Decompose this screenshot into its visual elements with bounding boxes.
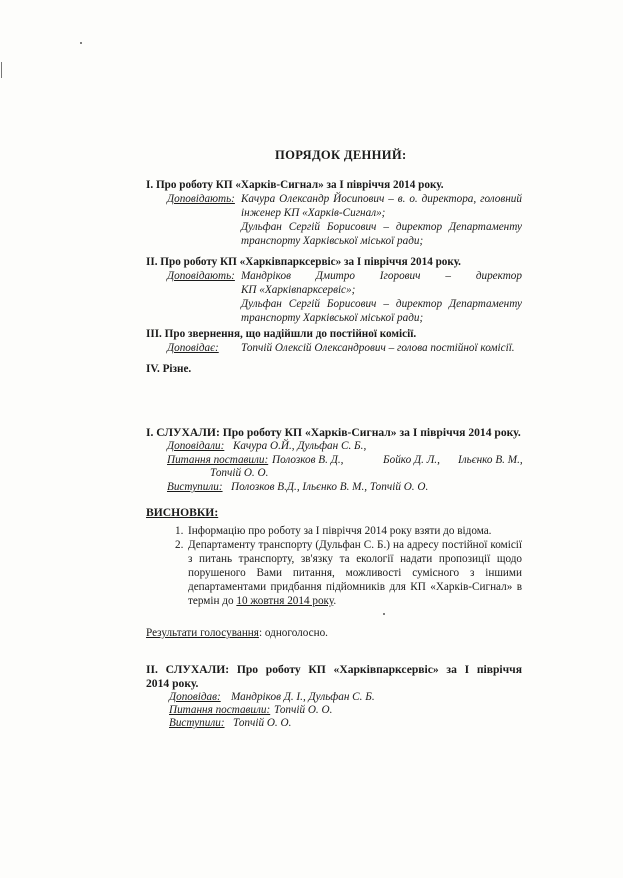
agenda-item-1-speaker-2-cont: транспорту Харківської міської ради; bbox=[241, 235, 424, 247]
heard-1-question-author-3: Ільєнко В. М., bbox=[458, 454, 523, 466]
heard-2-questions: Топчій О. О. bbox=[274, 704, 333, 716]
heard-2-reporter-label: Доповідав: bbox=[169, 691, 221, 703]
heard-2-questions-label: Питання поставили: bbox=[169, 704, 271, 716]
agenda-item-2-speaker-2-cont: транспорту Харківської міської ради; bbox=[241, 312, 424, 324]
conclusion-1-number: 1. bbox=[175, 525, 184, 537]
vote-result bbox=[146, 626, 328, 640]
agenda-item-4-heading: IV. Різне. bbox=[146, 363, 192, 375]
scan-speck bbox=[80, 42, 82, 44]
conclusion-1-text: Інформацію про роботу за І півріччя 2014 року взяти до відома. bbox=[188, 525, 492, 537]
agenda-title: ПОРЯДОК ДЕННИЙ: bbox=[275, 148, 407, 162]
agenda-item-2-speaker-2: Дульфан Сергій Борисович – директор Департаменту bbox=[241, 298, 522, 310]
conclusion-2-line-3: порушеного Вами питання, можливості сумісного з іншими bbox=[188, 567, 522, 579]
conclusion-2-line-2: з питань транспорту, зв'язку та екології надати пропозиції щодо bbox=[188, 553, 522, 565]
conclusion-2-number: 2. bbox=[175, 539, 184, 551]
vote-result-label: Результати голосування bbox=[146, 627, 259, 639]
heard-2-speakers-label: Виступили: bbox=[169, 717, 225, 729]
agenda-item-2-heading: ІІ. Про роботу КП «Харківпарксервіс» за І півріччя 2014 року. bbox=[146, 256, 461, 268]
scan-edge-mark bbox=[1, 62, 2, 78]
heard-2-speakers: Топчій О. О. bbox=[233, 717, 292, 729]
agenda-item-3-heading: ІІІ. Про звернення, що надійшли до постійної комісії. bbox=[146, 328, 417, 340]
heard-2-heading-cont: 2014 року. bbox=[146, 677, 199, 690]
heard-1-question-author-1: Полозков В. Д., bbox=[272, 454, 344, 466]
agenda-item-2-label: Доповідають: bbox=[167, 270, 235, 282]
agenda-item-1-label: Доповідають: bbox=[167, 193, 235, 205]
heard-1-question-author-4: Топчій О. О. bbox=[210, 467, 269, 479]
agenda-item-2-speaker-1: Мандріков Дмитро Ігорович – директор bbox=[241, 270, 522, 282]
agenda-item-3-label: Доповідає: bbox=[167, 342, 219, 354]
agenda-item-1-speaker-2: Дульфан Сергій Борисович – директор Департаменту bbox=[241, 221, 522, 233]
agenda-item-1-speaker-1: Качура Олександр Йосипович – в. о. директора, головний bbox=[241, 193, 522, 205]
agenda-item-1-speaker-1-cont: інженер КП «Харків-Сигнал»; bbox=[241, 207, 386, 219]
agenda-item-3-speaker: Топчій Олексій Олександрович – голова постійної комісії. bbox=[241, 342, 515, 354]
heard-1-questions-label: Питання поставили: bbox=[167, 454, 269, 466]
vote-result-value: : одноголосно. bbox=[258, 627, 328, 639]
agenda-item-1-heading: І. Про роботу КП «Харків-Сигнал» за І півріччя 2014 року. bbox=[146, 179, 444, 191]
conclusion-2-line-4: департаментами придбання підйомників для КП «Харків-Сигнал» в bbox=[188, 581, 522, 593]
heard-1-heading: І. СЛУХАЛИ: Про роботу КП «Харків-Сигнал» за І півріччя 2014 року. bbox=[146, 426, 521, 439]
heard-1-speakers-label: Виступили: bbox=[167, 481, 223, 493]
conclusion-2-deadline-date: 10 жовтня 2014 року bbox=[236, 595, 334, 607]
scan-speck bbox=[383, 613, 385, 615]
heard-1-reporters-label: Доповідали: bbox=[167, 440, 225, 452]
heard-1-question-author-2: Бойко Д. Л., bbox=[383, 454, 440, 466]
heard-1-reporters: Качура О.Й., Дульфан С. Б., bbox=[233, 440, 367, 452]
conclusion-2-line-5 bbox=[188, 594, 336, 608]
conclusion-2-deadline-suffix: . bbox=[333, 595, 337, 607]
conclusions-heading: ВИСНОВКИ: bbox=[146, 506, 219, 519]
agenda-item-2-speaker-1-cont: КП «Харківпарксервіс»; bbox=[241, 284, 356, 296]
heard-1-speakers: Полозков В.Д., Ільєнко В. М., Топчій О. О. bbox=[231, 481, 429, 493]
conclusion-2-line-1: Департаменту транспорту (Дульфан С. Б.) на адресу постійної комісії bbox=[188, 539, 522, 551]
heard-2-heading: ІІ. СЛУХАЛИ: Про роботу КП «Харківпарксервіс» за І півріччя bbox=[146, 663, 522, 676]
conclusion-2-deadline-prefix: термін до bbox=[188, 595, 237, 607]
heard-2-reporter: Мандріков Д. І., Дульфан С. Б. bbox=[231, 691, 375, 703]
